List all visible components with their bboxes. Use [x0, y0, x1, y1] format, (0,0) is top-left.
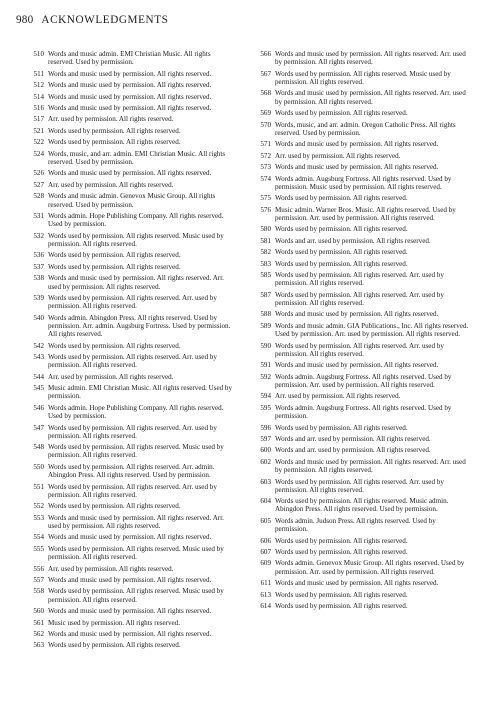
entry-number: 539 — [33, 293, 44, 302]
entry-number: 595 — [260, 403, 271, 412]
acknowledgment-entry — [23, 384, 236, 401]
acknowledgment-entry — [23, 104, 236, 112]
entry-text: Music admin. EMI Christian Music. All rights reserved. Used by permission. — [48, 384, 233, 401]
acknowledgment-entry — [250, 342, 470, 359]
acknowledgment-entry — [23, 502, 236, 510]
entry-number: 590 — [260, 341, 271, 350]
entry-number: 569 — [260, 109, 271, 118]
entry-number: 585 — [260, 271, 271, 280]
entry-number: 611 — [260, 579, 271, 588]
acknowledgment-entry — [250, 322, 470, 339]
acknowledgment-entry — [250, 163, 470, 171]
entry-number: 512 — [33, 81, 44, 90]
entry-text: Words, music, and arr. admin. Oregon Catholic Press. All rights reserved. Used by permission. — [275, 120, 456, 137]
entry-number: 528 — [33, 192, 44, 201]
acknowledgment-entry — [23, 81, 236, 89]
entry-number: 589 — [260, 321, 271, 330]
entry-number: 573 — [260, 163, 271, 172]
entry-number: 562 — [33, 629, 44, 638]
entry-text: Words and music used by permission. All rights reserved. — [48, 607, 212, 616]
acknowledgment-entry — [23, 619, 236, 627]
acknowledgment-entry — [23, 404, 236, 421]
acknowledgment-entry — [250, 271, 470, 288]
entry-number: 588 — [260, 310, 271, 319]
entry-text: Words used by permission. All rights reserved. Arr. used by permission. All rights reserved. — [48, 293, 217, 311]
acknowledgment-entry — [250, 559, 470, 576]
entry-text: Words admin. Hope Publishing Company. All rights reserved. Used by permission. — [48, 212, 224, 229]
entry-number: 571 — [260, 140, 271, 149]
entry-number: 526 — [33, 169, 44, 178]
entry-number: 594 — [260, 392, 271, 401]
acknowledgment-entry — [23, 314, 236, 339]
left-column — [23, 50, 236, 653]
entry-number: 603 — [260, 477, 271, 486]
entry-number: 558 — [33, 587, 44, 596]
acknowledgment-entry — [250, 435, 470, 443]
entry-text: Words and arr. used by permission. All rights reserved. — [275, 446, 431, 455]
entry-number: 554 — [33, 533, 44, 542]
entry-text: Arr. used by permission. All rights reserved. — [48, 180, 174, 189]
acknowledgment-entry — [250, 291, 470, 308]
acknowledgment-entry — [250, 424, 470, 432]
entry-number: 605 — [260, 516, 271, 525]
entry-text: Words used by permission. All rights reserved. Arr. used by permission. All rights reserved. — [48, 482, 217, 499]
acknowledgment-entry — [23, 373, 236, 381]
acknowledgment-entry — [250, 140, 470, 148]
acknowledgment-entry — [250, 478, 470, 495]
entry-number: 547 — [33, 423, 44, 432]
acknowledgment-entry — [250, 89, 470, 106]
acknowledgment-entry — [250, 175, 470, 192]
entry-number: 581 — [260, 236, 271, 245]
entry-number: 511 — [33, 69, 44, 78]
acknowledgment-entry — [23, 70, 236, 78]
acknowledgment-entry — [23, 576, 236, 584]
entry-number: 524 — [33, 149, 44, 158]
acknowledgment-entry — [23, 443, 236, 460]
acknowledgment-entry — [250, 404, 470, 421]
entry-number: 542 — [33, 341, 44, 350]
acknowledgment-entry — [23, 138, 236, 146]
entry-text: Words used by permission. All rights reserved. — [48, 251, 181, 260]
entry-text: Words and arr. used by permission. All rights reserved. — [275, 434, 431, 443]
entry-text: Words admin. Augsburg Fortress. All rights reserved. Used by permission. Arr. used by permission. All rights reserved. — [275, 372, 452, 389]
acknowledgment-entry — [23, 263, 236, 271]
entry-text: Arr. used by permission. All rights reserved. — [275, 151, 401, 160]
acknowledgment-entry — [23, 463, 236, 480]
entry-number: 591 — [260, 361, 271, 370]
acknowledgment-entry — [23, 545, 236, 562]
acknowledgment-entry — [250, 602, 470, 610]
entry-text: Words used by permission. All rights reserved. — [275, 194, 408, 203]
entry-text: Words and music used by permission. All rights reserved. — [275, 579, 439, 588]
entry-number: 570 — [260, 120, 271, 129]
entry-text: Words admin. Augsburg Fortress. All rights reserved. Used by permission. — [275, 403, 452, 421]
entry-number: 614 — [260, 602, 271, 610]
entry-text: Words used by permission. All rights reserved. — [275, 109, 408, 118]
entry-number: 561 — [33, 618, 44, 627]
page-number: 980 — [16, 14, 34, 26]
entry-text: Arr. used by permission. All rights reserved. — [275, 392, 401, 401]
acknowledgment-entry — [250, 237, 470, 245]
acknowledgment-entry — [23, 533, 236, 541]
acknowledgment-entry — [250, 591, 470, 599]
entry-number: 551 — [33, 482, 44, 491]
entry-number: 521 — [33, 126, 44, 135]
acknowledgment-entry — [23, 630, 236, 638]
entry-number: 580 — [260, 225, 271, 234]
acknowledgment-entry — [250, 260, 470, 268]
entry-text: Words and music used by permission. All rights reserved. Arr. used by permission. All rights reserved. — [48, 513, 224, 530]
entry-number: 613 — [260, 590, 271, 599]
entry-text: Music admin. Warner Bros. Music. All rights reserved. Used by permission. Arr. used by permission. All rights reserved. — [275, 205, 456, 222]
entry-text: Words used by permission. All rights reserved. — [48, 126, 181, 135]
acknowledgment-entry — [23, 251, 236, 259]
entry-text: Words used by permission. All rights reserved. Arr. admin. Abingdon Press. All rights reserved. Used by permission. — [48, 462, 215, 480]
entry-text: Words admin. Hope Publishing Company. All rights reserved. Used by permission. — [48, 403, 224, 421]
entry-text: Words admin. Augsburg Fortress. All rights reserved. Used by permission. Music used by permission. All rights reserved. — [275, 174, 452, 191]
acknowledgment-entry — [23, 342, 236, 350]
acknowledgment-entry — [23, 127, 236, 135]
acknowledgment-entry — [250, 579, 470, 587]
entry-text: Words used by permission. All rights reserved. — [48, 641, 181, 650]
entry-text: Arr. used by permission. All rights reserved. — [48, 115, 174, 124]
entry-number: 566 — [260, 50, 271, 58]
entry-text: Words and music admin. Genevox Music Group. All rights reserved. Used by permission. — [48, 192, 216, 209]
entry-number: 516 — [33, 104, 44, 112]
acknowledgment-entry — [23, 514, 236, 531]
acknowledgment-entry — [250, 458, 470, 475]
entry-text: Words and music used by permission. All rights reserved. Arr. used by permission. All rights reserved. — [275, 50, 466, 67]
entry-text: Words and music used by permission. All rights reserved. — [48, 92, 212, 101]
entry-number: 540 — [33, 313, 44, 322]
entry-text: Words and music used by permission. All rights reserved. — [48, 69, 212, 78]
entry-number: 527 — [33, 180, 44, 189]
entry-text: Words and music used by permission. All rights reserved. — [275, 140, 439, 149]
acknowledgment-entry — [250, 361, 470, 369]
acknowledgment-entry — [23, 150, 236, 167]
entry-text: Words used by permission. All rights reserved. — [275, 423, 408, 432]
entry-number: 576 — [260, 205, 271, 214]
acknowledgment-entry — [23, 192, 236, 209]
page-header — [16, 14, 168, 26]
entry-number: 548 — [33, 443, 44, 452]
entry-number: 609 — [260, 559, 271, 568]
entry-number: 575 — [260, 194, 271, 203]
entry-number: 543 — [33, 353, 44, 361]
entry-text: Words and music used by permission. All rights reserved. — [275, 361, 439, 370]
entry-text: Words and music used by permission. All rights reserved. — [48, 575, 212, 584]
entry-text: Words and music used by permission. All rights reserved. — [275, 310, 439, 319]
acknowledgment-entry — [250, 194, 470, 202]
entry-text: Words used by permission. All rights reserved. Music used by permission. All rights reserved. — [48, 231, 224, 248]
acknowledgment-entry — [250, 517, 470, 534]
entry-text: Words admin. Abingdon Press. All rights reserved. Used by permission. Arr. admin. Augsburg Fortress. Used by permission. All rights reserved. — [48, 313, 231, 339]
entry-text: Words used by permission. All rights reserved. — [275, 225, 408, 234]
entry-text: Words used by permission. All rights reserved. — [275, 259, 408, 268]
entry-text: Words admin. Judson Press. All rights reserved. Used by permission. — [275, 516, 436, 534]
entry-text: Words and music used by permission. All rights reserved. — [48, 104, 212, 112]
acknowledgment-entry — [23, 483, 236, 500]
entry-text: Words and music used by permission. All rights reserved. — [48, 169, 212, 178]
entry-number: 550 — [33, 462, 44, 471]
entry-text: Words used by permission. All rights reserved. — [48, 262, 181, 271]
entry-text: Words used by permission. All rights reserved. Arr. used by permission. All rights reserved. — [275, 477, 444, 494]
acknowledgment-entry — [23, 93, 236, 101]
entry-number: 563 — [33, 641, 44, 650]
acknowledgment-entry — [250, 548, 470, 556]
acknowledgment-entry — [23, 274, 236, 291]
entry-number: 606 — [260, 536, 271, 545]
entry-number: 567 — [260, 69, 271, 78]
entry-number: 574 — [260, 174, 271, 183]
entry-text: Words used by permission. All rights reserved. Arr. used by permission. All rights reserved. — [275, 341, 444, 358]
entry-number: 555 — [33, 544, 44, 553]
entry-text: Words and music used by permission. All rights reserved. Arr. used by permission. All rights reserved. — [275, 89, 466, 106]
entry-number: 596 — [260, 423, 271, 432]
entry-text: Arr. used by permission. All rights reserved. — [48, 372, 174, 381]
entry-text: Words used by permission. All rights reserved. — [48, 502, 181, 511]
entry-text: Words used by permission. All rights reserved. Music used by permission. All rights reserved. — [48, 544, 224, 562]
acknowledgment-entry — [23, 587, 236, 604]
acknowledgment-entry — [250, 70, 470, 87]
entry-number: 583 — [260, 259, 271, 268]
entry-number: 510 — [33, 50, 44, 58]
entry-number: 560 — [33, 607, 44, 616]
acknowledgment-entry — [250, 497, 470, 514]
entry-number: 592 — [260, 372, 271, 381]
acknowledgment-entry — [250, 310, 470, 318]
entry-text: Words used by permission. All rights reserved. Music used by permission. All rights reserved. — [48, 443, 224, 460]
entry-number: 522 — [33, 138, 44, 147]
acknowledgment-entry — [250, 537, 470, 545]
entry-text: Words used by permission. All rights reserved. Music admin. Abingdon Press. All rights reserved. Used by permission. — [275, 497, 449, 514]
entry-number: 538 — [33, 274, 44, 283]
entry-text: Words used by permission. All rights reserved. Arr. used by permission. All rights reserved. — [275, 290, 444, 307]
entry-number: 532 — [33, 231, 44, 240]
acknowledgment-entry — [23, 232, 236, 249]
right-column — [250, 50, 470, 613]
entry-number: 553 — [33, 513, 44, 522]
acknowledgment-entry — [23, 50, 236, 67]
acknowledgment-entry — [250, 225, 470, 233]
entry-number: 602 — [260, 457, 271, 466]
acknowledgment-entry — [23, 424, 236, 441]
acknowledgment-entry — [23, 641, 236, 649]
acknowledgment-entry — [250, 248, 470, 256]
acknowledgment-entry — [250, 446, 470, 454]
entry-number: 557 — [33, 575, 44, 584]
entry-text: Words used by permission. All rights reserved. — [275, 590, 408, 599]
entry-number: 546 — [33, 403, 44, 412]
entry-number: 600 — [260, 446, 271, 455]
entry-text: Arr. used by permission. All rights reserved. — [48, 564, 174, 573]
entry-text: Words and music used by permission. All rights reserved. — [48, 81, 212, 90]
entry-text: Words and music used by permission. All rights reserved. Arr. used by permission. All rights reserved. — [275, 457, 466, 475]
page-title: ACKNOWLEDGMENTS — [41, 14, 169, 26]
acknowledgment-entry — [250, 109, 470, 117]
entry-text: Words and music used by permission. All rights reserved. Arr. used by permission. All rights reserved. — [48, 274, 224, 291]
entry-text: Words used by permission. All rights reserved. — [48, 138, 181, 147]
entry-number: 531 — [33, 212, 44, 220]
entry-text: Words used by permission. All rights reserved. — [275, 248, 408, 257]
entry-text: Words and music used by permission. All rights reserved. — [275, 163, 439, 172]
entry-number: 556 — [33, 564, 44, 573]
entry-number: 545 — [33, 384, 44, 393]
entry-number: 517 — [33, 115, 44, 124]
entry-text: Words used by permission. All rights reserved. Music used by permission. All rights reserved. — [48, 587, 224, 604]
acknowledgment-entry — [23, 565, 236, 573]
entry-number: 536 — [33, 251, 44, 260]
acknowledgment-entry — [250, 121, 470, 138]
entry-number: 552 — [33, 502, 44, 511]
entry-text: Words used by permission. All rights reserved. Arr. used by permission. All rights reserved. — [48, 353, 217, 370]
acknowledgment-entry — [23, 607, 236, 615]
acknowledgment-entry — [250, 373, 470, 390]
entry-number: 597 — [260, 434, 271, 443]
entry-number: 514 — [33, 92, 44, 101]
entry-number: 607 — [260, 548, 271, 556]
entry-number: 568 — [260, 89, 271, 98]
entry-text: Words used by permission. All rights reserved. Music used by permission. All rights reserved. — [275, 69, 451, 86]
entry-text: Music used by permission. All rights reserved. — [48, 618, 181, 627]
entry-text: Words and music used by permission. All rights reserved. — [48, 629, 212, 638]
entry-number: 537 — [33, 262, 44, 271]
entry-text: Words used by permission. All rights reserved. — [275, 602, 408, 610]
acknowledgment-entry — [250, 392, 470, 400]
entry-text: Words, music, and arr. admin. EMI Christian Music. All rights reserved. Used by permission. — [48, 149, 226, 166]
acknowledgment-entry — [250, 206, 470, 223]
entry-number: 582 — [260, 248, 271, 257]
acknowledgment-entry — [23, 181, 236, 189]
entry-number: 587 — [260, 290, 271, 299]
entry-text: Words used by permission. All rights reserved. — [48, 341, 181, 350]
entry-text: Words and music admin. GIA Publications., Inc. All rights reserved. Used by permission. Arr. used by permission. All rights reserved. — [275, 321, 469, 339]
entry-text: Words admin. Genevox Music Group. All rights reserved. Used by permission. Arr. used by permission. All rights reserved. — [275, 559, 465, 576]
acknowledgment-entry — [23, 294, 236, 311]
acknowledgment-entry — [23, 115, 236, 123]
acknowledgment-entry — [23, 169, 236, 177]
acknowledgment-entry — [250, 152, 470, 160]
entry-text: Words used by permission. All rights reserved. Arr. used by permission. All rights reserved. — [275, 271, 444, 288]
entry-text: Words and arr. used by permission. All rights reserved. — [275, 236, 431, 245]
acknowledgment-entry — [23, 212, 236, 229]
entry-text: Words and music used by permission. All rights reserved. — [48, 533, 212, 542]
entry-number: 604 — [260, 497, 271, 506]
entry-text: Words used by permission. All rights reserved. Arr. used by permission. All rights reserved. — [48, 423, 217, 440]
entry-number: 544 — [33, 372, 44, 381]
entry-text: Words used by permission. All rights reserved. — [275, 536, 408, 545]
acknowledgment-entry — [250, 50, 470, 67]
acknowledgment-entry — [23, 353, 236, 370]
entry-text: Words used by permission. All rights reserved. — [275, 548, 408, 556]
entry-text: Words and music admin. EMI Christian Music. All rights reserved. Used by permission. — [48, 50, 211, 67]
entry-number: 572 — [260, 151, 271, 160]
